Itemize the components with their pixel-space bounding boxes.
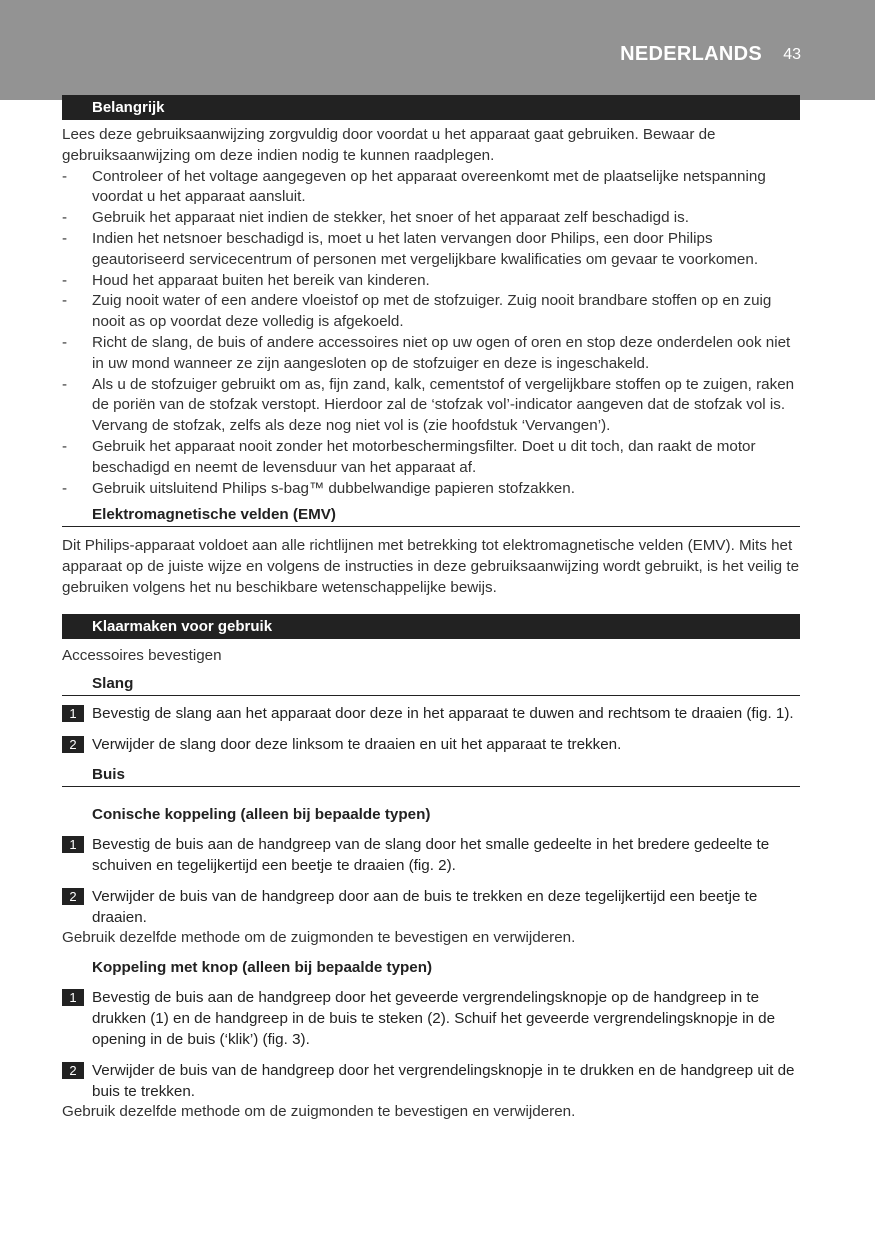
list-item-text: Als u de stofzuiger gebruikt om as, fijn zand, kalk, cementstof of vergelijkbare stoffen op te zuigen, raken de poriën van de stofzak verstopt. Hierdoor zal de ‘stofzak vol’-indicator aangeven dat de stofzak vol is. Vervang de stofzak, zelfs als deze nog niet vol is (zie hoofdstuk ‘Vervangen’). bbox=[92, 375, 795, 435]
belangrijk-intro: Lees deze gebruiksaanwijzing zorgvuldig door voordat u het apparaat gaat gebruiken. Bewaar de gebruiksaanwijzing om deze indien nodig te kunnen raadplegen. bbox=[62, 126, 716, 164]
emv-text: Dit Philips-apparaat voldoet aan alle richtlijnen met betrekking tot elektromagnetische velden (EMV). Mits het apparaat op de juiste wijze en volgens de instructies in deze gebruiksaanwijzing wordt gebruikt, is het veilig te gebruiken volgens het nu beschikbare wetenschappelijke bewijs. bbox=[62, 537, 800, 596]
section-title-belangrijk: Belangrijk bbox=[62, 95, 800, 120]
list-item bbox=[62, 375, 800, 437]
language-label: NEDERLANDS bbox=[620, 43, 762, 65]
subsection-title-slang: Slang bbox=[62, 674, 800, 696]
list-item-text: Gebruik uitsluitend Philips s-bag™ dubbelwandige papieren stofzakken. bbox=[92, 479, 575, 497]
bullet-marker: - bbox=[62, 271, 68, 289]
step-text: Verwijder de buis van de handgreep door het vergrendelingsknopje in te drukken en de handgreep uit de buis te trekken. bbox=[92, 1062, 795, 1101]
step-item bbox=[62, 703, 800, 724]
bullet-marker: - bbox=[62, 375, 68, 393]
step-text: Bevestig de buis aan de handgreep van de slang door het smalle gedeelte in het bredere gedeelte te schuiven en tegelijkertijd een beetje te draaien (fig. 2). bbox=[92, 835, 770, 874]
list-item bbox=[62, 291, 800, 333]
knop-note: Gebruik dezelfde methode om de zuigmonden te bevestigen en verwijderen. bbox=[62, 1103, 576, 1121]
bullet-marker: - bbox=[62, 333, 68, 351]
section-title-klaarmaken: Klaarmaken voor gebruik bbox=[62, 614, 800, 639]
step-number: 2 bbox=[62, 736, 84, 753]
step-item bbox=[62, 1060, 800, 1102]
step-item bbox=[62, 886, 800, 928]
step-number: 2 bbox=[62, 1062, 84, 1079]
bullet-marker: - bbox=[62, 167, 68, 185]
list-item bbox=[62, 333, 800, 375]
list-item-text: Gebruik het apparaat niet indien de stekker, het snoer of het apparaat zelf beschadigd is. bbox=[92, 209, 689, 227]
step-text: Bevestig de buis aan de handgreep door het geveerde vergrendelingsknopje op de handgreep in te drukken (1) en de handgreep in de buis te steken (2). Schuif het geveerde vergrendelingsknopje in de opening in de buis (‘klik’) (fig. 3). bbox=[92, 989, 776, 1049]
subsection-title-conisch: Conische koppeling (alleen bij bepaalde typen) bbox=[92, 805, 431, 823]
bullet-marker: - bbox=[62, 292, 68, 310]
step-item bbox=[62, 834, 800, 876]
list-item bbox=[62, 208, 800, 229]
step-item bbox=[62, 987, 800, 1050]
list-item bbox=[62, 479, 800, 500]
bullet-marker: - bbox=[62, 437, 68, 455]
step-text: Verwijder de slang door deze linksom te draaien en uit het apparaat te trekken. bbox=[92, 735, 622, 753]
list-item bbox=[62, 229, 800, 271]
list-item-text: Houd het apparaat buiten het bereik van kinderen. bbox=[92, 271, 430, 289]
step-text: Bevestig de slang aan het apparaat door deze in het apparaat te duwen and rechtsom te draaien (fig. 1). bbox=[92, 704, 794, 722]
step-number: 1 bbox=[62, 989, 84, 1006]
step-number: 1 bbox=[62, 836, 84, 853]
klaarmaken-subtitle: Accessoires bevestigen bbox=[62, 646, 222, 664]
list-item bbox=[62, 437, 800, 479]
list-item bbox=[62, 271, 800, 292]
page-number: 43 bbox=[783, 46, 801, 63]
subsection-title-knop: Koppeling met knop (alleen bij bepaalde typen) bbox=[92, 959, 433, 977]
step-text: Verwijder de buis van de handgreep door aan de buis te trekken en deze tegelijkertijd een beetje te draaien. bbox=[92, 887, 758, 926]
list-item-text: Zuig nooit water of een andere vloeistof op met de stofzuiger. Zuig nooit brandbare stoffen op en zuig nooit as op voordat deze volledig is afgekoeld. bbox=[92, 292, 772, 331]
list-item-text: Controleer of het voltage aangegeven op het apparaat overeenkomt met de plaatselijke netspanning voordat u het apparaat aansluit. bbox=[92, 167, 766, 206]
bullet-marker: - bbox=[62, 229, 68, 247]
step-number: 1 bbox=[62, 705, 84, 722]
warning-list bbox=[62, 167, 800, 500]
step-item bbox=[62, 734, 800, 755]
step-number: 2 bbox=[62, 888, 84, 905]
bullet-marker: - bbox=[62, 479, 68, 497]
header-band bbox=[0, 0, 875, 100]
bullet-marker: - bbox=[62, 209, 68, 227]
subsection-title-buis: Buis bbox=[62, 765, 800, 787]
list-item-text: Richt de slang, de buis of andere accessoires niet op uw ogen of oren en stop deze onderdelen ook niet in uw mond wanneer ze zijn aangesloten op de stofzuiger en deze is ingeschakeld. bbox=[92, 333, 791, 372]
conisch-note: Gebruik dezelfde methode om de zuigmonden te bevestigen en verwijderen. bbox=[62, 928, 576, 946]
list-item bbox=[62, 167, 800, 209]
page-content bbox=[62, 95, 800, 1123]
section-title-emv: Elektromagnetische velden (EMV) bbox=[62, 505, 800, 527]
list-item-text: Indien het netsnoer beschadigd is, moet u het laten vervangen door Philips, een door Philips geautoriseerd servicecentrum of personen met vergelijkbare kwalificaties om gevaar te voorkomen. bbox=[92, 229, 759, 268]
belangrijk-body bbox=[62, 125, 800, 499]
list-item-text: Gebruik het apparaat nooit zonder het motorbeschermingsfilter. Doet u dit toch, dan raakt de motor beschadigd en neemt de levensduur van het apparaat af. bbox=[92, 437, 756, 476]
